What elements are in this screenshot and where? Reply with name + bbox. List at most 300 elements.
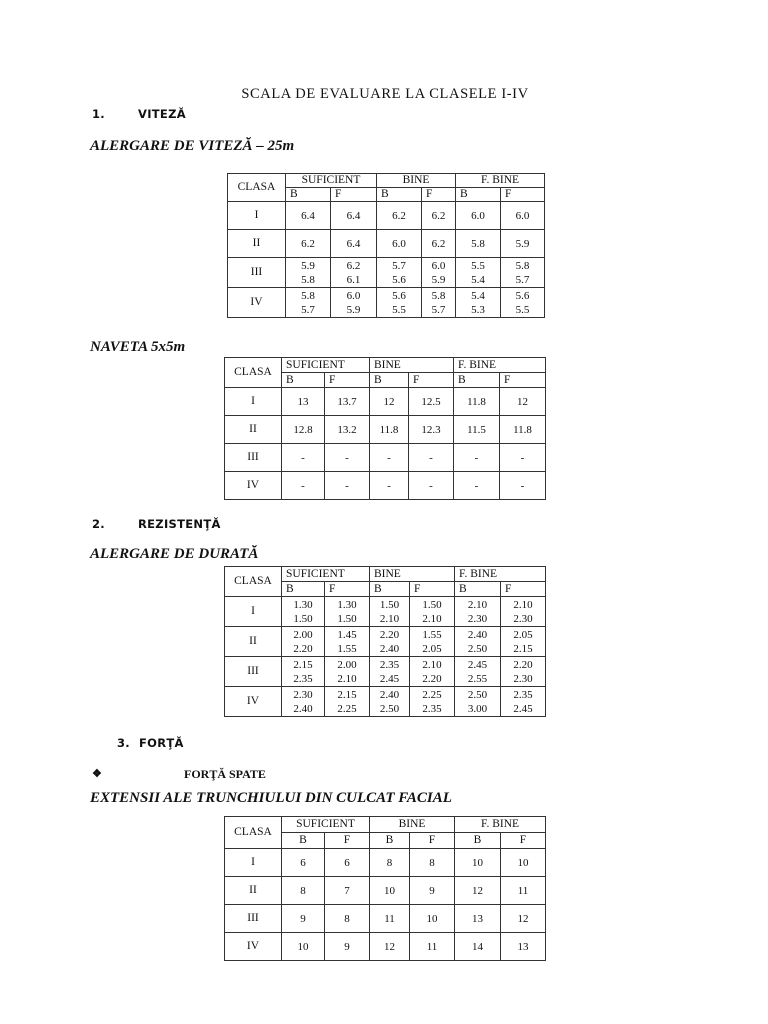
value-text: 12 — [383, 395, 395, 408]
section-heading-viteza — [92, 107, 186, 121]
sub-header-f: F — [501, 582, 546, 597]
value-cell — [455, 687, 501, 717]
value-cell — [325, 416, 370, 444]
value-text: 10 — [297, 940, 309, 953]
value-cell — [282, 877, 325, 905]
sub-header-b: B — [370, 833, 410, 849]
value-text: 12 — [472, 884, 483, 897]
value-text: 5.9 — [346, 303, 361, 316]
value-text: 5.5 — [392, 303, 406, 316]
subsection-label: FORŢĂ SPATE — [184, 767, 266, 781]
value-text: 3.00 — [467, 702, 488, 715]
value-text: 5.6 — [515, 289, 530, 302]
section-number: 2. — [92, 517, 105, 531]
table-row — [225, 657, 546, 687]
value-cell — [282, 597, 325, 627]
value-text: 13.2 — [337, 423, 357, 436]
value-text: - — [474, 479, 479, 492]
sub-header-f: F — [422, 188, 456, 202]
value-text: 2.25 — [337, 702, 357, 715]
value-text: 5.8 — [471, 237, 485, 250]
value-cell — [456, 230, 501, 258]
value-text: 2.40 — [293, 702, 313, 715]
table-row — [225, 849, 546, 877]
value-cell — [377, 288, 422, 318]
value-text: 13 — [517, 940, 529, 953]
page-title: SCALA DE EVALUARE LA CLASELE I-IV — [241, 86, 529, 102]
value-text: 1.55 — [337, 642, 357, 655]
value-text: 6.1 — [346, 273, 361, 286]
sub-header-b: B — [282, 373, 325, 388]
value-cell — [325, 444, 370, 472]
value-cell — [377, 230, 422, 258]
value-cell — [501, 877, 546, 905]
value-cell — [286, 230, 331, 258]
value-text: 6.2 — [431, 209, 446, 222]
clasa-cell: III — [225, 444, 282, 472]
value-cell — [286, 258, 331, 288]
value-text: 5.8 — [301, 273, 315, 286]
sub-header-f: F — [325, 833, 370, 849]
value-cell — [422, 202, 456, 230]
value-text: 5.7 — [515, 273, 530, 286]
value-text: - — [301, 479, 305, 492]
value-text: 6.0 — [431, 259, 446, 272]
value-text: 7 — [344, 884, 350, 897]
clasa-cell: I — [225, 849, 282, 877]
value-text: 2.15 — [337, 688, 357, 701]
value-cell — [286, 202, 331, 230]
clasa-cell: I — [225, 597, 282, 627]
value-cell — [325, 657, 370, 687]
column-group-header: F. BINE — [454, 358, 546, 373]
value-cell — [282, 472, 325, 500]
value-text: 6.4 — [346, 237, 361, 250]
value-cell — [410, 687, 455, 717]
value-text: 11.8 — [513, 423, 532, 436]
value-text: 6.0 — [471, 209, 485, 222]
clasa-cell: II — [225, 877, 282, 905]
value-text: 10 — [384, 884, 395, 897]
value-text: 11.5 — [467, 423, 486, 436]
value-cell — [501, 687, 546, 717]
value-cell — [282, 687, 325, 717]
value-cell — [282, 849, 325, 877]
value-text: 11.8 — [467, 395, 486, 408]
value-text: 2.05 — [513, 628, 533, 641]
sub-header-b: B — [455, 582, 501, 597]
value-text: 5.9 — [431, 273, 446, 286]
sub-header-f: F — [325, 582, 370, 597]
value-text: 12.5 — [421, 395, 441, 408]
value-cell — [455, 849, 501, 877]
value-text: 1.30 — [293, 598, 313, 611]
table-heading: EXTENSII ALE TRUNCHIULUI DIN CULCAT FACIAL — [90, 790, 452, 806]
value-text: 5.7 — [392, 259, 406, 272]
column-group-header: F. BINE — [456, 174, 545, 188]
clasa-cell: II — [228, 230, 286, 258]
section-label: VITEZĂ — [138, 107, 186, 121]
section-heading-forta — [117, 736, 184, 750]
value-cell — [501, 905, 546, 933]
value-cell — [325, 388, 370, 416]
value-text: - — [429, 451, 433, 464]
value-cell — [282, 905, 325, 933]
value-cell — [325, 933, 370, 961]
sub-header-b: B — [454, 373, 500, 388]
sub-header-b: B — [456, 188, 501, 202]
value-cell — [410, 627, 455, 657]
value-cell — [410, 597, 455, 627]
value-text: 2.20 — [422, 672, 442, 685]
value-text: 12.3 — [421, 423, 441, 436]
clasa-cell: I — [228, 202, 286, 230]
value-cell — [455, 905, 501, 933]
value-text: 9 — [429, 884, 435, 897]
value-cell — [455, 933, 501, 961]
value-cell — [282, 444, 325, 472]
value-text: 2.20 — [513, 658, 533, 671]
value-cell — [325, 849, 370, 877]
table-row — [225, 472, 546, 500]
results-table — [224, 566, 546, 717]
table-row — [225, 388, 546, 416]
table-row — [228, 258, 545, 288]
value-cell — [370, 849, 410, 877]
value-text: 5.7 — [301, 303, 315, 316]
value-cell — [410, 657, 455, 687]
value-cell — [331, 230, 377, 258]
value-cell — [422, 288, 456, 318]
value-cell — [501, 849, 546, 877]
value-text: 6.0 — [515, 209, 530, 222]
value-cell — [282, 388, 325, 416]
value-cell — [455, 627, 501, 657]
value-cell — [500, 416, 546, 444]
value-cell — [410, 849, 455, 877]
sub-header-b: B — [370, 373, 409, 388]
value-text: 1.30 — [337, 598, 357, 611]
value-text: 2.45 — [513, 702, 533, 715]
value-text: 5.6 — [392, 273, 406, 286]
value-cell — [454, 472, 500, 500]
column-group-header: BINE — [370, 358, 454, 373]
value-text: 2.20 — [293, 642, 313, 655]
table-heading: ALERGARE DE DURATĂ — [90, 546, 259, 562]
value-text: 13 — [297, 395, 309, 408]
value-text: 6.2 — [346, 259, 361, 272]
value-text: 8 — [386, 856, 393, 869]
value-cell — [409, 444, 454, 472]
value-text: 2.10 — [422, 612, 442, 625]
value-cell — [325, 877, 370, 905]
table-row — [225, 416, 546, 444]
value-text: 2.10 — [337, 672, 357, 685]
column-group-header: F. BINE — [455, 567, 546, 582]
value-cell — [370, 627, 410, 657]
value-text: 9 — [300, 912, 306, 925]
value-cell — [286, 288, 331, 318]
value-cell — [409, 388, 454, 416]
value-text: 11 — [517, 884, 529, 897]
value-cell — [422, 230, 456, 258]
value-text: 1.50 — [293, 612, 313, 625]
table-row — [225, 597, 546, 627]
value-cell — [455, 597, 501, 627]
column-group-header: SUFICIENT — [282, 817, 370, 833]
value-cell — [501, 258, 545, 288]
section-heading-rezistenta — [92, 517, 221, 531]
sub-header-b: B — [455, 833, 501, 849]
value-text: 2.35 — [379, 658, 400, 671]
value-text: 6.4 — [301, 209, 315, 222]
sub-header-b: B — [282, 833, 325, 849]
value-cell — [500, 472, 546, 500]
section-label: FORŢĂ — [139, 736, 184, 750]
table-row — [225, 877, 546, 905]
value-cell — [377, 202, 422, 230]
clasa-cell: II — [225, 416, 282, 444]
value-cell — [422, 258, 456, 288]
table-row — [225, 444, 546, 472]
column-header-clasa: CLASA — [225, 817, 282, 849]
sub-header-f: F — [331, 188, 377, 202]
section-number: 1. — [92, 107, 105, 121]
value-cell — [331, 202, 377, 230]
value-text: 6.2 — [392, 209, 406, 222]
clasa-cell: IV — [228, 288, 286, 318]
value-cell — [501, 657, 546, 687]
sub-header-f: F — [501, 188, 545, 202]
table-row — [225, 687, 546, 717]
value-text: 5.9 — [301, 259, 315, 272]
value-text: 8 — [300, 884, 306, 897]
value-text: 2.10 — [379, 612, 400, 625]
results-table — [224, 357, 546, 500]
value-text: 5.8 — [515, 259, 530, 272]
column-group-header: BINE — [370, 817, 455, 833]
value-cell — [410, 877, 455, 905]
column-group-header: SUFICIENT — [286, 174, 377, 188]
sub-header-f: F — [410, 833, 455, 849]
value-text: 12.8 — [293, 423, 313, 436]
column-group-header: BINE — [370, 567, 455, 582]
value-cell — [325, 905, 370, 933]
value-cell — [409, 472, 454, 500]
value-text: - — [301, 451, 305, 464]
column-header-clasa: CLASA — [225, 567, 282, 597]
table-heading: ALERGARE DE VITEZĂ – 25m — [90, 138, 295, 154]
value-text: 2.40 — [467, 628, 488, 641]
results-table — [227, 173, 545, 318]
value-text: 13 — [472, 912, 483, 925]
value-text: 2.45 — [379, 672, 400, 685]
value-text: 6 — [300, 856, 306, 869]
value-text: 11.8 — [379, 423, 399, 436]
value-text: - — [520, 479, 525, 492]
results-table — [224, 816, 546, 961]
table-row — [225, 905, 546, 933]
value-text: 2.55 — [467, 672, 488, 685]
value-text: 5.8 — [301, 289, 315, 302]
value-cell — [500, 388, 546, 416]
value-cell — [501, 933, 546, 961]
sub-header-b: B — [377, 188, 422, 202]
value-text: 2.10 — [422, 658, 442, 671]
value-cell — [454, 388, 500, 416]
value-text: 5.3 — [471, 303, 485, 316]
value-text: 9 — [344, 940, 350, 953]
value-cell — [456, 288, 501, 318]
value-text: 2.35 — [293, 672, 313, 685]
value-cell — [501, 288, 545, 318]
value-text: 2.30 — [467, 612, 488, 625]
sub-header-f: F — [325, 373, 370, 388]
value-text: 2.15 — [293, 658, 313, 671]
clasa-cell: IV — [225, 687, 282, 717]
value-text: 2.05 — [422, 642, 442, 655]
value-cell — [325, 472, 370, 500]
value-text: 2.35 — [513, 688, 533, 701]
value-text: 1.50 — [379, 598, 400, 611]
value-text: 5.5 — [471, 259, 485, 272]
value-text: 11 — [426, 940, 438, 953]
sub-header-b: B — [370, 582, 410, 597]
value-cell — [331, 288, 377, 318]
value-cell — [454, 416, 500, 444]
column-group-header: BINE — [377, 174, 456, 188]
table-row — [225, 627, 546, 657]
value-text: 6.4 — [346, 209, 361, 222]
subsection-forta-spate — [92, 767, 392, 783]
value-cell — [410, 933, 455, 961]
value-cell — [282, 627, 325, 657]
value-cell — [370, 687, 410, 717]
value-cell — [370, 444, 409, 472]
value-cell — [501, 597, 546, 627]
value-text: 5.4 — [471, 289, 485, 302]
value-text: 2.10 — [513, 598, 533, 611]
value-text: 2.45 — [467, 658, 488, 671]
value-text: 5.6 — [392, 289, 406, 302]
clasa-cell: II — [225, 627, 282, 657]
value-text: 5.9 — [515, 237, 530, 250]
value-text: 1.55 — [422, 628, 442, 641]
value-cell — [282, 416, 325, 444]
value-cell — [454, 444, 500, 472]
value-text: 5.8 — [431, 289, 446, 302]
value-text: 2.50 — [379, 702, 400, 715]
value-cell — [325, 627, 370, 657]
value-text: - — [429, 479, 433, 492]
value-cell — [500, 444, 546, 472]
table-heading: NAVETA 5x5m — [90, 339, 186, 355]
value-text: 14 — [472, 940, 483, 953]
value-text: 12 — [384, 940, 395, 953]
value-cell — [370, 905, 410, 933]
column-group-header: F. BINE — [455, 817, 546, 833]
value-text: 5.7 — [431, 303, 446, 316]
value-text: 6.0 — [392, 237, 406, 250]
value-text: 8 — [344, 912, 350, 925]
column-group-header: SUFICIENT — [282, 358, 370, 373]
value-cell — [377, 258, 422, 288]
value-text: 2.50 — [467, 642, 488, 655]
value-text: - — [520, 451, 525, 464]
value-text: 10 — [426, 912, 438, 925]
value-cell — [370, 472, 409, 500]
value-text: 1.50 — [422, 598, 442, 611]
table-row — [228, 202, 545, 230]
sub-header-b: B — [286, 188, 331, 202]
value-cell — [370, 388, 409, 416]
value-text: 5.4 — [471, 273, 485, 286]
section-number: 3. — [117, 736, 130, 750]
value-cell — [325, 687, 370, 717]
value-cell — [410, 905, 455, 933]
value-cell — [456, 202, 501, 230]
value-text: - — [387, 479, 391, 492]
sub-header-b: B — [282, 582, 325, 597]
clasa-cell: IV — [225, 933, 282, 961]
section-label: REZISTENŢĂ — [138, 517, 221, 531]
value-text: - — [387, 451, 391, 464]
value-text: 8 — [429, 856, 435, 869]
value-text: 2.30 — [513, 612, 533, 625]
clasa-cell: IV — [225, 472, 282, 500]
value-text: 2.40 — [379, 688, 400, 701]
value-text: 2.00 — [293, 628, 313, 641]
value-text: - — [345, 451, 349, 464]
value-cell — [370, 597, 410, 627]
value-text: 11 — [384, 912, 395, 925]
sub-header-f: F — [500, 373, 546, 388]
table-row — [225, 933, 546, 961]
clasa-cell: III — [228, 258, 286, 288]
value-text: 1.45 — [337, 628, 357, 641]
value-cell — [370, 933, 410, 961]
value-cell — [409, 416, 454, 444]
value-text: 2.20 — [379, 628, 400, 641]
value-cell — [501, 230, 545, 258]
value-text: 2.25 — [422, 688, 442, 701]
value-text: 12 — [517, 912, 529, 925]
column-header-clasa: CLASA — [228, 174, 286, 202]
value-text: 2.30 — [293, 688, 313, 701]
value-text: 12 — [517, 395, 528, 408]
value-text: 2.10 — [467, 598, 488, 611]
value-cell — [501, 627, 546, 657]
sub-header-f: F — [501, 833, 546, 849]
value-text: 10 — [472, 856, 483, 869]
value-cell — [331, 258, 377, 288]
value-text: 2.50 — [467, 688, 488, 701]
column-group-header: SUFICIENT — [282, 567, 370, 582]
value-text: 2.40 — [379, 642, 400, 655]
value-cell — [282, 933, 325, 961]
value-text: 2.00 — [337, 658, 357, 671]
sub-header-f: F — [409, 373, 454, 388]
value-cell — [456, 258, 501, 288]
table-row — [228, 288, 545, 318]
value-text: 6.0 — [346, 289, 361, 302]
value-cell — [370, 877, 410, 905]
value-text: 6 — [344, 856, 350, 869]
value-text: 2.35 — [422, 702, 442, 715]
value-cell — [370, 657, 410, 687]
value-text: 13.7 — [337, 395, 357, 408]
value-cell — [455, 877, 501, 905]
